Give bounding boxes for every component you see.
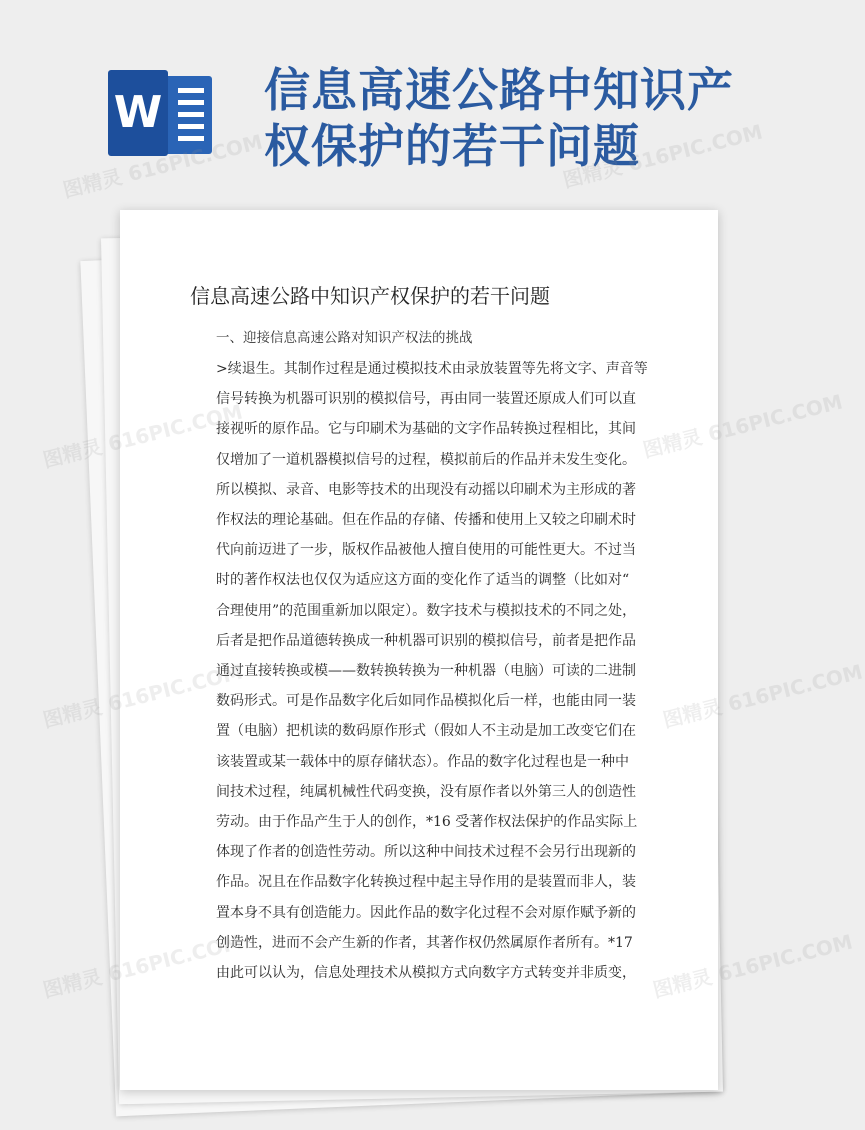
- document-title: 信息高速公路中知识产权保护的若干问题: [190, 284, 550, 308]
- body-line: 作品。况且在作品数字化转换过程中起主导作用的是装置而非人，装: [216, 874, 636, 891]
- body-line: 置（电脑）把机读的数码原作形式（假如人不主动是加工改变它们在: [216, 723, 636, 740]
- body-line: 体现了作者的创造性劳动。所以这种中间技术过程不会另行出现新的: [216, 844, 636, 861]
- watermark: 图精灵 616PIC.COM: [650, 929, 855, 1003]
- watermark: 图精灵 616PIC.COM: [60, 129, 265, 203]
- body-line: 间技术过程，纯属机械性代码变换，没有原作者以外第三人的创造性: [216, 783, 636, 800]
- watermark: 图精灵: [40, 694, 105, 733]
- watermark: 图精灵: [40, 964, 105, 1003]
- section-heading: 一、迎接信息高速公路对知识产权法的挑战: [216, 330, 473, 346]
- body-line: 时的著作权法也仅仅为适应这方面的变化作了适当的调整（比如对“: [216, 572, 630, 589]
- word-logo-icon: [108, 70, 214, 156]
- body-line: 作权法的理论基础。但在作品的存储、传播和使用上又较之印刷术时: [216, 512, 636, 529]
- body-line: 劳动。由于作品产生于人的创作，*16 受著作权法保护的作品实际上: [216, 814, 638, 831]
- body-line: 所以模拟、录音、电影等技术的出现没有动摇以印刷术为主形成的著: [216, 481, 636, 498]
- banner-title-line-1: 信息高速公路中知识产: [264, 63, 734, 117]
- watermark: 图精灵 616PIC.COM: [640, 389, 845, 463]
- banner-title-line-2: 权保护的若干问题: [264, 119, 640, 173]
- body-line: 代向前迈进了一步，版权作品被他人擅自使用的可能性更大。不过当: [216, 542, 636, 559]
- body-line: 置本身不具有创造能力。因此作品的数字化过程不会对原作赋予新的: [216, 904, 636, 921]
- watermark: 图精灵 616PIC.COM: [660, 659, 865, 733]
- body-line: 合理使用”的范围重新加以限定）。数字技术与模拟技术的不同之处，: [216, 602, 637, 619]
- watermark: 图精灵 616PIC.COM: [560, 119, 765, 193]
- body-line: 创造性，进而不会产生新的作者，其著作权仍然属原作者所有。*17: [216, 934, 633, 951]
- document-body: [216, 354, 648, 988]
- body-line: 信号转换为机器可识别的模拟信号，再由同一装置还原成人们可以直: [216, 391, 636, 408]
- word-letter: W: [108, 70, 168, 156]
- body-line: 通过直接转换或模——数转换转换为一种机器（电脑）可读的二进制: [216, 663, 636, 680]
- body-line: 由此可以认为，信息处理技术从模拟方式向数字方式转变并非质变，: [216, 965, 636, 982]
- body-line: 数码形式。可是作品数字化后如同作品模拟化后一样，也能由同一装: [216, 693, 636, 710]
- body-line: >续退生。其制作过程是通过模拟技术由录放装置等先将文字、声音等: [216, 361, 648, 377]
- body-line: 接视听的原作品。它与印刷术为基础的文字作品转换过程相比，其间: [216, 421, 636, 438]
- banner-title: [264, 62, 734, 174]
- body-line: 后者是把作品道德转换成一种机器可识别的模拟信号，前者是把作品: [216, 632, 636, 649]
- document-page: [120, 210, 718, 1090]
- body-line: 该装置或某一载体中的原存储状态）。作品的数字化过程也是一种中: [216, 753, 629, 770]
- body-line: 仅增加了一道机器模拟信号的过程，模拟前后的作品并未发生变化。: [216, 451, 636, 468]
- watermark: 图精灵: [40, 434, 105, 473]
